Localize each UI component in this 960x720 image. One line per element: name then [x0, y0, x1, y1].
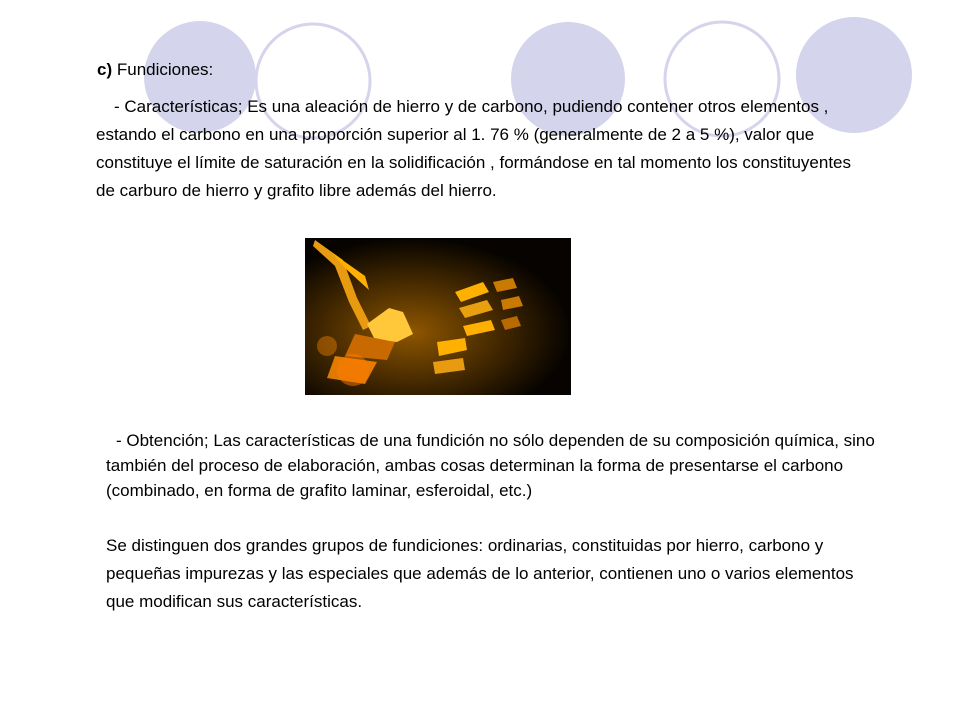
section-heading: [97, 60, 213, 80]
caracteristicas-paragraph: - Características; Es una aleación de hierro y de carbono, pudiendo contener otros elementos , estando el carbono en una proporción superior al 1. 76 % (generalmente de 2 a 5 %), valor que constituye el límite de saturación en la solidificación , formándose en tal momento los constituyentes de carburo de hierro y grafito libre además del hierro.: [96, 97, 852, 200]
grupos-paragraph: Se distinguen dos grandes grupos de fundiciones: ordinarias, constituidas por hierro, carbono y pequeñas impurezas y las especiales que además de lo anterior, contienen uno o varios elementos que modifican sus características.: [106, 536, 854, 611]
molten-iron-pouring-image: [305, 238, 571, 395]
heading-text: Fundiciones:: [116, 60, 214, 79]
obtencion-paragraph: - Obtención; Las características de una fundición no sólo dependen de su composición química, sino también del proceso de elaboración, ambas cosas determinan la forma de presentarse el carbono (combinado, en forma de grafito laminar, esferoidal, etc.): [106, 431, 875, 500]
heading-letter: c): [97, 60, 113, 79]
